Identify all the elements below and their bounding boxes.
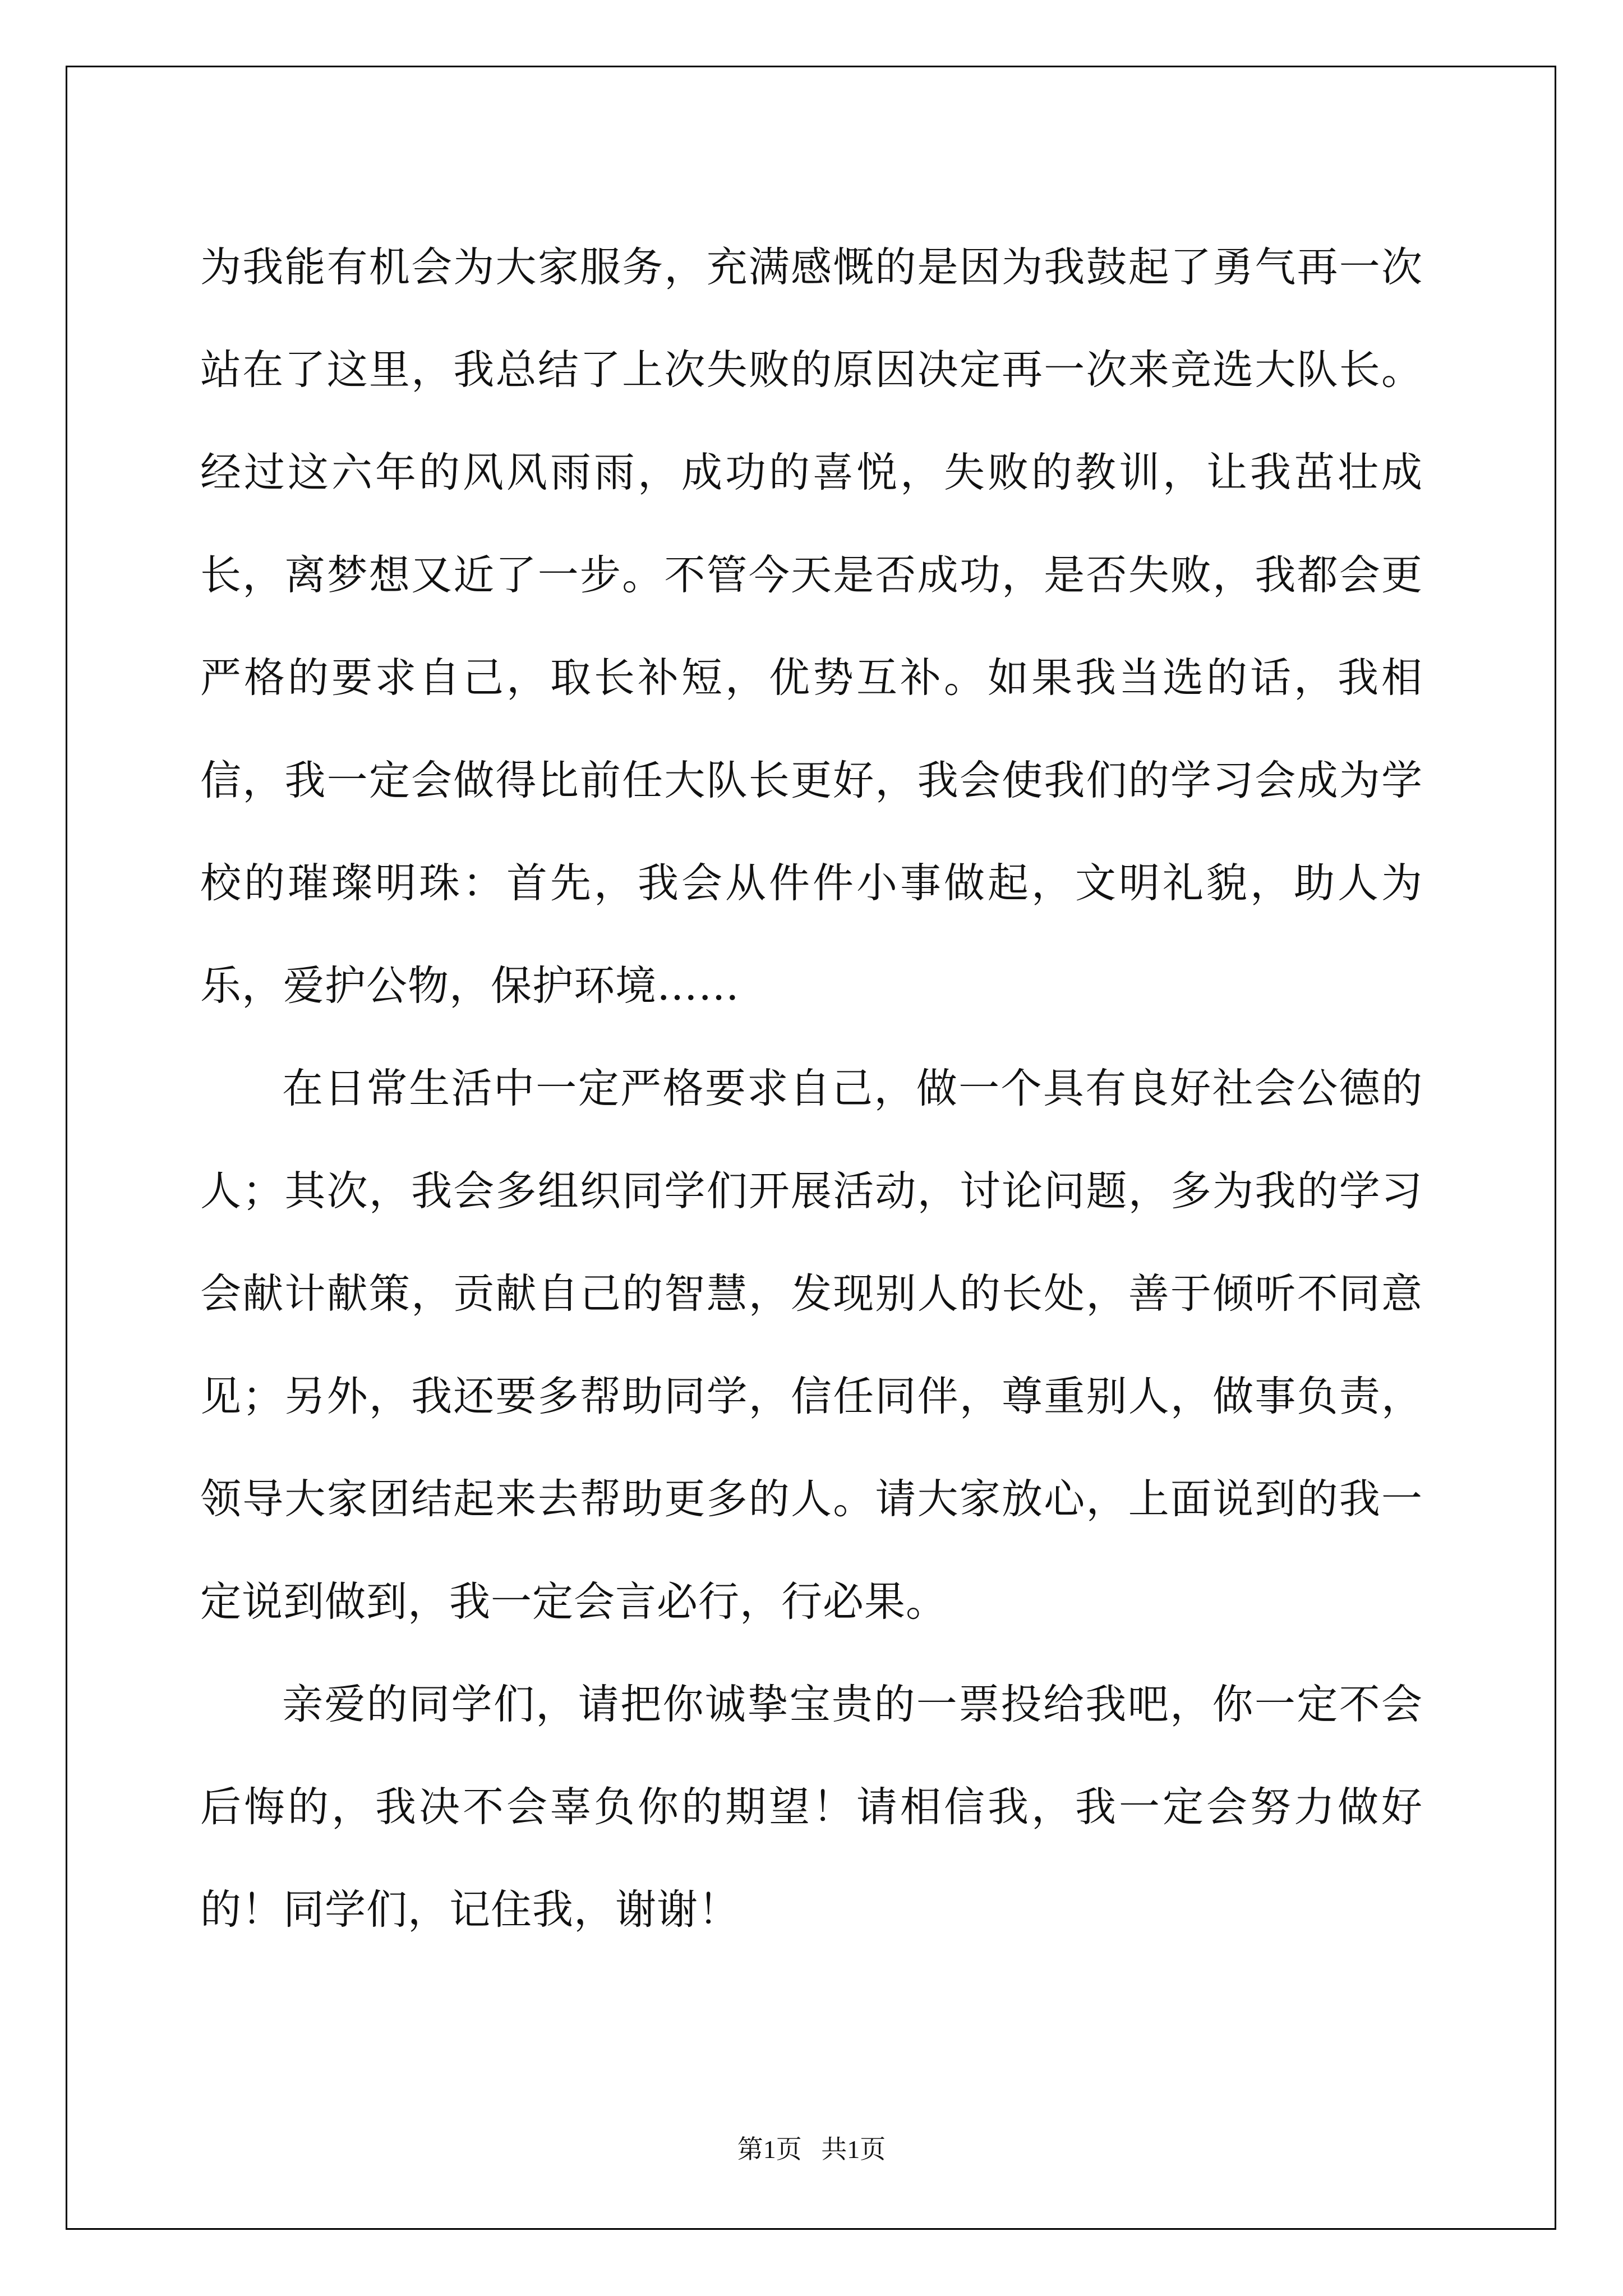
paragraph-1: 为我能有机会为大家服务，充满感慨的是因为我鼓起了勇气再一次站在了这里，我总结了上次失败的原因决定再一次来竞选大队长。经过这六年的风风雨雨，成功的喜悦，失败的教训，让我茁壮成长，离梦想又近了一步。不管今天是否成功，是否失败，我都会更严格的要求自己，取长补短，优势互补。如果我当选的话，我相信，我一定会做得比前任大队长更好，我会使我们的学习会成为学校的璀璨明珠：首先，我会从件件小事做起，文明礼貌，助人为乐，爱护公物，保护环境……	[200, 243, 1423, 1010]
paragraph-2: 在日常生活中一定严格要求自己，做一个具有良好社会公德的人；其次，我会多组织同学们开展活动，讨论问题，多为我的学习会献计献策，贡献自己的智慧，发现别人的长处，善于倾听不同意见；另外，我还要多帮助同学，信任同伴，尊重别人，做事负责，领导大家团结起来去帮助更多的人。请大家放心，上面说到的我一定说到做到，我一定会言必行，行必果。	[200, 1065, 1423, 1626]
paragraph-3: 亲爱的同学们，请把你诚挚宝贵的一票投给我吧，你一定不会后悔的，我决不会辜负你的期望！请相信我，我一定会努力做好的！同学们，记住我，谢谢！	[200, 1681, 1423, 1934]
document-body	[200, 216, 1423, 1961]
page-number-footer: 第1页 共1页	[737, 2135, 886, 2164]
